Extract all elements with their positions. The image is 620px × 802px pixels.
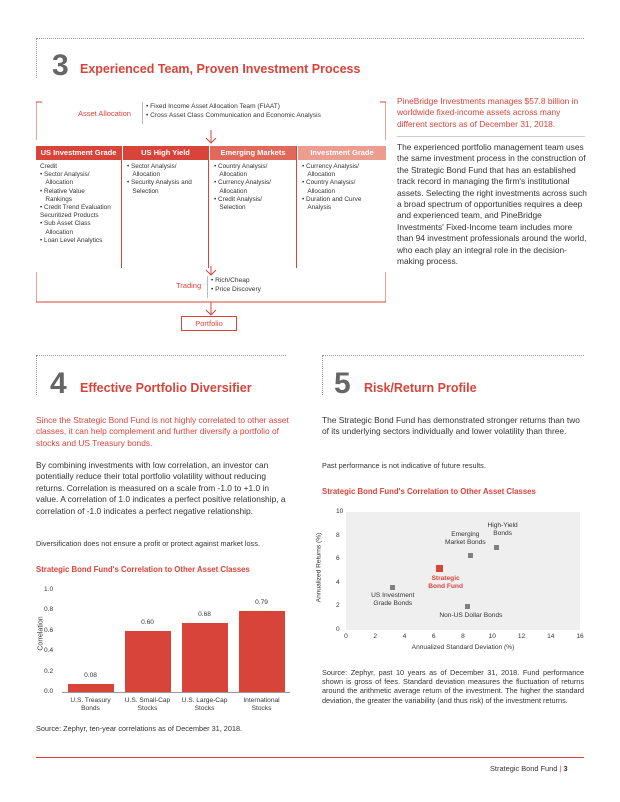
scatter-xlabel: Annualized Standard Deviation (%) bbox=[411, 644, 515, 651]
section4-title: Effective Portfolio Diversifier bbox=[80, 381, 252, 395]
section5-past-performance: Past performance is not indicative of future results. bbox=[322, 461, 486, 470]
scatter-point bbox=[494, 545, 499, 550]
bar-chart-ylabel: Correlation bbox=[37, 616, 45, 651]
scatter-point-label-line: High-Yield bbox=[487, 522, 518, 530]
bar-chart-ytick: 1.0 bbox=[44, 586, 54, 593]
bar-category-label: Stocks bbox=[251, 705, 272, 712]
bar-chart-ytick: 0.4 bbox=[44, 647, 54, 655]
bar-chart-ytick: 0.0 bbox=[44, 688, 54, 695]
column-line: • Sub Asset Class bbox=[40, 220, 91, 228]
bar-chart-ytick: 0.2 bbox=[44, 667, 54, 675]
column-line: • Sector Analysis/ bbox=[40, 171, 90, 179]
bar-category-label: Stocks bbox=[194, 705, 215, 712]
column-body bbox=[40, 163, 111, 245]
scatter-point-label bbox=[439, 612, 519, 620]
scatter-ytick: 0 bbox=[336, 626, 340, 633]
section5-divider bbox=[322, 355, 584, 356]
section4-divider-vertical bbox=[36, 355, 37, 395]
column-line: Analysis bbox=[302, 204, 332, 212]
scatter-ytick: 10 bbox=[336, 508, 344, 515]
bar-value-label: 0.08 bbox=[84, 671, 97, 679]
section5-number: 5 bbox=[334, 367, 351, 400]
bar-value-label: 0.79 bbox=[255, 599, 268, 607]
scatter-point-label-line: Grade Bonds bbox=[373, 599, 413, 607]
asset-allocation-bullet-1: • Fixed Income Asset Allocation Team (FIAAT) bbox=[146, 103, 280, 110]
risk-return-scatter-chart bbox=[315, 504, 586, 662]
column-line: • Currency Analysis/ bbox=[302, 163, 359, 170]
scatter-point-label-line: Non-US Dollar Bonds bbox=[439, 612, 503, 620]
column-body bbox=[302, 163, 361, 212]
bar-chart-source: Source: Zephyr, ten-year correlations as of December 31, 2018. bbox=[36, 724, 243, 733]
section4-divider bbox=[36, 355, 286, 356]
trading-label: Trading bbox=[176, 281, 202, 290]
footer-text: Strategic Bond Fund | 3 bbox=[490, 764, 568, 773]
bar-category-label: Stocks bbox=[137, 705, 158, 712]
bar bbox=[68, 684, 114, 692]
scatter-point bbox=[465, 604, 470, 609]
scatter-xtick: 6 bbox=[431, 633, 436, 640]
scatter-chart-title: Strategic Bond Fund's Correlation to Other Asset Classes bbox=[322, 487, 536, 496]
scatter-point-label-line: US Investment bbox=[371, 591, 415, 599]
scatter-xtick: 0 bbox=[344, 633, 348, 640]
section3-intro: PineBridge Investments manages $57.8 billion in worldwide fixed-income assets across many different sectors as of December 31, 2018. bbox=[397, 96, 579, 129]
column-line: Allocation bbox=[40, 179, 74, 187]
bar-category-label: Bonds bbox=[81, 705, 100, 712]
column-line: • Credit Analysis/ bbox=[214, 195, 263, 203]
bar-chart-baseline bbox=[62, 692, 290, 693]
column-body bbox=[127, 163, 192, 196]
sector-columns bbox=[36, 146, 386, 268]
section3-title: Experienced Team, Proven Investment Process bbox=[80, 62, 361, 76]
scatter-ytick: 4 bbox=[336, 578, 340, 586]
section4-intro: Since the Strategic Bond Fund is not highly correlated to other asset classes, it can help complement and further diversify a portfolio of stocks and US Treasury bonds. bbox=[36, 415, 289, 448]
scatter-xtick: 16 bbox=[576, 633, 584, 640]
column-line: • Currency Analysis/ bbox=[214, 179, 271, 187]
column-header: US High Yield bbox=[123, 146, 208, 160]
bar-chart-title: Strategic Bond Fund's Correlation to Other Asset Classes bbox=[36, 565, 250, 574]
top-divider bbox=[36, 38, 584, 39]
bar bbox=[239, 611, 285, 692]
column-line: Securitized Products bbox=[40, 212, 99, 220]
scatter-xtick: 2 bbox=[373, 633, 378, 640]
bar-category-label: U.S. Large-Cap bbox=[181, 697, 228, 704]
scatter-point-label-line: Market Bonds bbox=[444, 538, 486, 546]
column-line: Allocation bbox=[214, 171, 248, 179]
scatter-xtick: 4 bbox=[402, 633, 407, 640]
bar-category-label: U.S. Treasury bbox=[70, 697, 111, 704]
column-line: Allocation bbox=[302, 171, 336, 179]
column-header: US Investment Grade bbox=[36, 146, 121, 160]
bar-chart-ytick: 0.6 bbox=[44, 626, 54, 634]
section4-body: By combining investments with low correlation, an investor can potentially reduce their total portfolio volatility without reducing returns. Correlation is measured on a scale from -1.0 to +1.0 in value. A correlation of 1.0 indicates a perfect positive relationship, a correlation of -1.0 indicates a perfect negative relationship. bbox=[36, 460, 286, 516]
trading-bullet-1: • Rich/Cheap bbox=[211, 277, 250, 284]
column-line: Selection bbox=[214, 204, 246, 212]
trading-bullet-2: • Price Discovery bbox=[211, 286, 261, 293]
bar-chart-ytick: 0.8 bbox=[44, 606, 54, 614]
column-line: • Security Analysis and bbox=[127, 179, 192, 187]
section5-divider-vertical bbox=[322, 355, 323, 395]
scatter-xtick: 14 bbox=[547, 633, 555, 640]
scatter-point bbox=[390, 585, 395, 590]
asset-allocation-separator bbox=[142, 102, 143, 124]
section4-number: 4 bbox=[50, 367, 67, 400]
column-line: • Sector Analysis/ bbox=[127, 163, 177, 170]
scatter-ytick: 8 bbox=[336, 531, 340, 539]
scatter-ytick: 2 bbox=[336, 602, 340, 610]
bar bbox=[182, 623, 228, 692]
bar-category-label: U.S. Small-Cap bbox=[124, 697, 171, 704]
scatter-xtick: 8 bbox=[461, 633, 465, 640]
column-line: • Loan Level Analytics bbox=[40, 236, 103, 244]
section3-rule bbox=[397, 136, 585, 137]
scatter-point-label-line: Bonds bbox=[493, 530, 512, 538]
asset-allocation-label: Asset Allocation bbox=[78, 109, 131, 118]
column-line: • Duration and Curve bbox=[302, 195, 362, 203]
section3-body: The experienced portfolio management team uses the same investment process in the construction of the Strategic Bond Fund that has an established track record in managing the firm's institutional assets. Selecting the right investments across such a broad spectrum of opportunities requires a deep and experienced team, and PineBridge Investments' Fixed-Income team includes more than 94 investment professionals around the world, who each play an integral role in the decision-making process. bbox=[397, 142, 587, 267]
column-body bbox=[214, 163, 271, 212]
correlation-bar-chart bbox=[36, 582, 296, 717]
scatter-chart-source: Source: Zephyr, past 10 years as of December 31, 2018. Fund performance shown is gross of fees. Standard deviation measures the fluctuation of returns around the arithmetic average return of the investment. The higher the standard deviation, the greater the variability (and thus risk) of the investment returns. bbox=[322, 668, 584, 705]
scatter-point-label bbox=[481, 522, 525, 538]
column-us-high-yield bbox=[123, 146, 209, 268]
column-line: • Credit Trend Evaluation bbox=[40, 204, 111, 212]
column-line: Allocation bbox=[127, 171, 161, 179]
bar-category-label: International bbox=[243, 697, 280, 704]
footer-rule bbox=[36, 757, 584, 758]
column-line: Allocation bbox=[40, 228, 74, 236]
column-header: Emerging Markets bbox=[210, 146, 296, 160]
scatter-ytick: 6 bbox=[336, 555, 340, 563]
column-us-investment-grade bbox=[36, 146, 122, 268]
column-line: Allocation bbox=[214, 187, 248, 195]
scatter-ylabel: Annualized Returns (%) bbox=[315, 532, 323, 603]
scatter-point bbox=[468, 553, 473, 558]
section5-title: Risk/Return Profile bbox=[364, 381, 477, 395]
asset-allocation-bullet-2: • Cross Asset Class Communication and Economic Analysis bbox=[146, 112, 321, 119]
scatter-xtick: 12 bbox=[517, 633, 526, 640]
column-line: • Relative Value bbox=[40, 187, 85, 195]
bar-value-label: 0.60 bbox=[141, 618, 154, 626]
column-line: • Country Analysis/ bbox=[302, 179, 356, 187]
column-line: Rankings bbox=[40, 195, 72, 203]
bar bbox=[125, 631, 171, 692]
column-line: Selection bbox=[127, 187, 159, 195]
scatter-point-label bbox=[426, 575, 466, 591]
section4-disclaimer: Diversification does not ensure a profit or protect against market loss. bbox=[36, 539, 260, 548]
scatter-xtick: 10 bbox=[488, 633, 496, 640]
section3-number: 3 bbox=[52, 49, 69, 82]
investment-process-diagram bbox=[36, 96, 386, 336]
column-line: • Country Analysis/ bbox=[214, 163, 268, 170]
scatter-point-label-line: Emerging bbox=[451, 530, 480, 538]
section5-body: The Strategic Bond Fund has demonstrated stronger returns than two of its underlying sectors individually and lower volatility than three. bbox=[322, 415, 580, 437]
column-investment-grade bbox=[298, 146, 386, 268]
scatter-point-label bbox=[369, 592, 417, 608]
section3-divider-vertical bbox=[36, 38, 37, 78]
scatter-point-label-line: Bond Fund bbox=[428, 582, 463, 590]
column-line: Credit bbox=[40, 163, 58, 170]
scatter-point-label-line: Strategic bbox=[431, 574, 460, 582]
trading-separator bbox=[207, 276, 208, 298]
column-header: Investment Grade bbox=[298, 146, 386, 160]
bar-value-label: 0.68 bbox=[198, 610, 211, 618]
column-emerging-markets bbox=[210, 146, 297, 268]
column-line: Allocation bbox=[302, 187, 336, 195]
scatter-point bbox=[436, 565, 443, 572]
portfolio-box: Portfolio bbox=[181, 316, 237, 331]
